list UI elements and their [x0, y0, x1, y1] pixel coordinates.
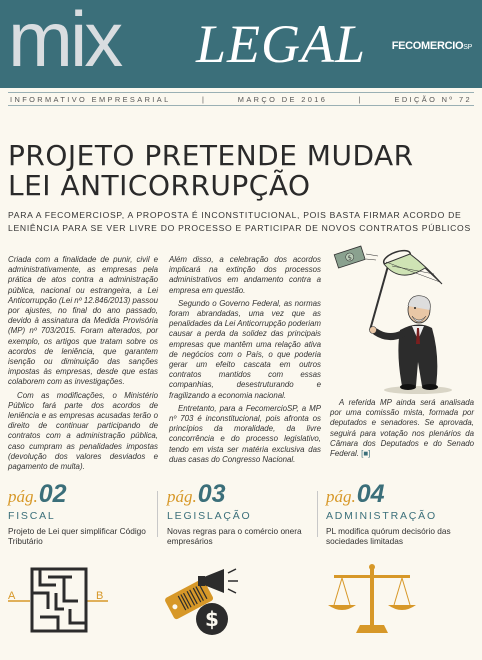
paragraph: Criada com a finalidade de punir, civil e administrativamente, as empresas pela prática de atos contra a administração pública, nacional ou estrangeira, a Lei Anticorrupção (Lei nº 12.846/2013) passou por ajustes, no final do ano passado, devido à assinatura da Medida Provisória (MP) nº 703/2015. Foram alterados, por exemplo, os artigos que tratam sobre os acordos de leniência, que garantem isenção ou diminuição das sanções impostas às empresas, desde que estas colaborem com as investigações. — [8, 255, 158, 387]
headline-line-1: PROJETO PRETENDE MUDAR — [8, 139, 414, 172]
logo-mix: mix — [8, 0, 121, 83]
section-teasers — [0, 480, 482, 660]
paragraph — [330, 398, 474, 459]
maze-icon — [8, 565, 108, 637]
article-column-3 — [330, 398, 474, 462]
net-money-illustration — [330, 244, 475, 396]
section-fiscal[interactable] — [8, 480, 158, 546]
brand-name: FECOMERCIO — [391, 40, 464, 52]
masthead — [0, 0, 482, 88]
section-description: Novas regras para o comércio onera empresários — [167, 526, 302, 546]
section-name: LEGISLAÇÃO — [167, 510, 252, 522]
page-label: pág. — [8, 487, 38, 506]
section-name: FISCAL — [8, 510, 56, 522]
article-headline — [8, 141, 474, 201]
svg-text:$: $ — [347, 254, 353, 262]
headline-line-2: LEI ANTICORRUPÇÃO — [8, 169, 311, 202]
publication-label: INFORMATIVO EMPRESARIAL — [10, 94, 171, 104]
paragraph: Com as modificações, o Ministério Público fará parte dos acordos de leniência e as empresas acusadas terão o direito de continuar participando de contratos com a administração pública, caso cumpram as penalidades impostas (devolução dos valores desviados e pagamento de multa). — [8, 390, 158, 472]
page-label: pág. — [326, 487, 356, 506]
brand-logo — [392, 40, 472, 52]
maze-label-b: B — [96, 590, 104, 602]
section-legislacao[interactable] — [167, 480, 317, 546]
article-subhead: PARA A FECOMERCIOSP, A PROPOSTA É INCONSTITUCIONAL, POIS BASTA FIRMAR ACORDO DE LENIÊNCIA PARA SE VER LIVRE DO PROCESSO E PARTICIPAR DE NOVOS CONTRATOS PÚBLICOS — [8, 210, 471, 233]
section-name: ADMINISTRAÇÃO — [326, 510, 437, 522]
logo-legal: LEGAL — [196, 14, 367, 74]
separator: | — [202, 94, 207, 104]
separator: | — [358, 94, 364, 104]
section-description: PL modifica quórum decisório das sociedades limitadas — [326, 526, 451, 546]
divider — [317, 491, 318, 537]
page-number: 03 — [197, 480, 226, 508]
paragraph: Além disso, a celebração dos acordos implicará na extinção dos processos administrativos em andamento contra a empresa em questão. — [169, 255, 321, 295]
brand-suffix: SP — [463, 44, 472, 51]
maze-label-a: A — [8, 590, 16, 602]
info-bar — [8, 92, 474, 106]
paragraph: Entretanto, para a FecomercioSP, a MP nº 703 é inconstitucional, pois afronta os princípios da moralidade, da livre concorrência e do processo legislativo, tendo em vista ser matéria exclusiva das duas casas do Congresso Nacional. — [169, 403, 321, 464]
page-ref — [8, 480, 158, 508]
paragraph: Segundo o Governo Federal, as normas foram abrandadas, uma vez que as penalidades da Lei Anticorrupção poderiam causar a perda da solidez das principais empresas que mantêm uma relação ativa de negócios com o País, o que poderia gerar um efeito cascata em outros contratos mantidos com essas companhias, desestruturando e fragilizando a economia nacional. — [169, 298, 321, 400]
paragraph-text: A referida MP ainda será analisada por uma comissão mista, formada por deputados e senadores. Se aprovada, seguirá para votação nos plenários da Câmara dos Deputados e do Senado Federal. — [330, 398, 474, 459]
page-ref — [167, 480, 317, 508]
page-ref — [326, 480, 476, 508]
page-label: pág. — [167, 487, 197, 506]
end-mark: [■] — [361, 449, 371, 459]
price-tag-icon — [160, 561, 260, 641]
article-column-2 — [169, 255, 321, 468]
section-description: Projeto de Lei quer simplificar Código Tributário — [8, 526, 146, 546]
page-number: 04 — [356, 480, 385, 508]
article-column-1 — [8, 255, 158, 475]
issue-date: MARÇO DE 2016 — [237, 94, 328, 104]
section-administracao[interactable] — [326, 480, 476, 546]
svg-text:$: $ — [205, 607, 219, 631]
scales-icon — [326, 561, 426, 641]
edition-number: EDIÇÃO Nº 72 — [394, 94, 472, 104]
page-number: 02 — [38, 480, 67, 508]
